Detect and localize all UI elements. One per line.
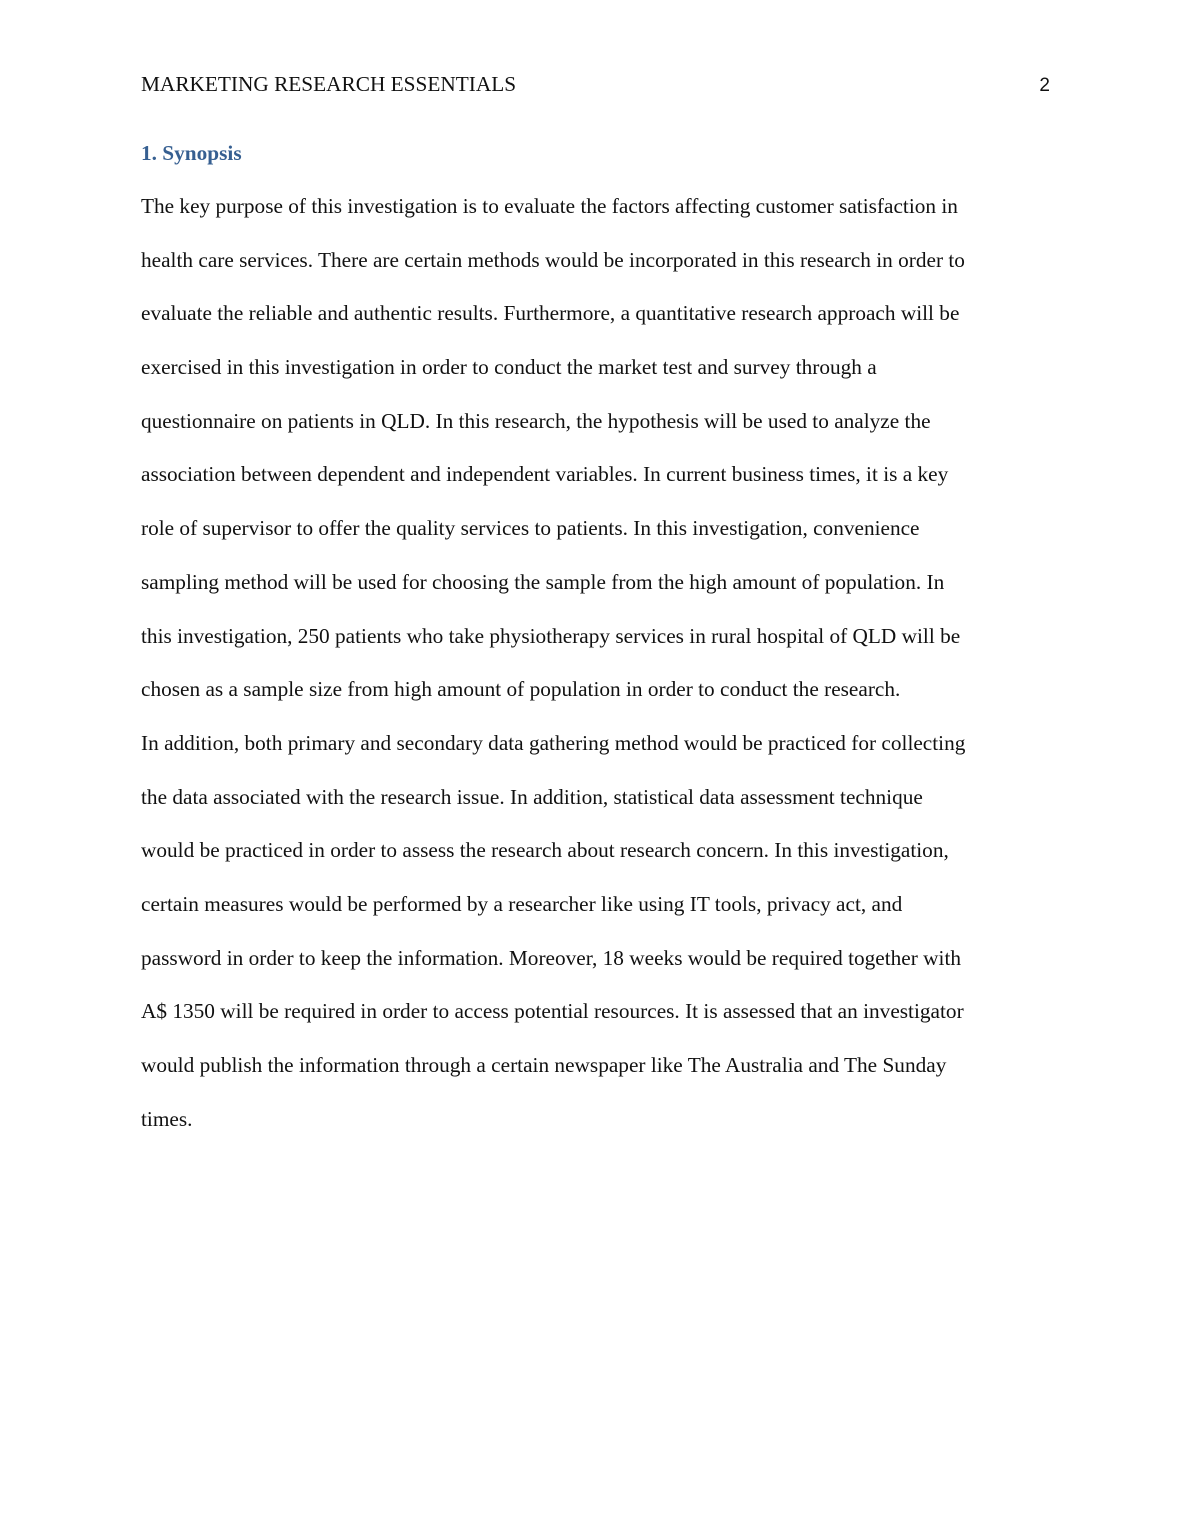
page-number: 2	[1039, 75, 1050, 96]
text-line: exercised in this investigation in order to conduct the market test and survey through a	[141, 355, 877, 380]
text-line: sampling method will be used for choosing the sample from the high amount of population. In	[141, 569, 945, 594]
text-line: password in order to keep the information. Moreover, 18 weeks would be required together with	[141, 945, 962, 970]
text-line: role of supervisor to offer the quality services to patients. In this investigation, convenience	[141, 516, 920, 541]
body-text	[141, 180, 1061, 1146]
text-line: certain measures would be performed by a researcher like using IT tools, privacy act, and	[141, 891, 903, 916]
running-header: MARKETING RESEARCH ESSENTIALS	[141, 72, 517, 96]
text-line: would be practiced in order to assess the research about research concern. In this investigation,	[141, 838, 949, 863]
text-line: this investigation, 250 patients who take physiotherapy services in rural hospital of QLD will be	[141, 623, 961, 648]
text-line: health care services. There are certain methods would be incorporated in this research in order to	[141, 247, 965, 272]
text-line: association between dependent and independent variables. In current business times, it is a key	[141, 462, 949, 487]
text-line: the data associated with the research issue. In addition, statistical data assessment technique	[141, 784, 923, 809]
section-heading: 1. Synopsis	[141, 141, 242, 165]
text-line: questionnaire on patients in QLD. In this research, the hypothesis will be used to analyze the	[141, 408, 931, 433]
text-line: would publish the information through a certain newspaper like The Australia and The Sunday	[141, 1053, 947, 1077]
text-line: A$ 1350 will be required in order to access potential resources. It is assessed that an investigator	[141, 999, 964, 1024]
text-line: In addition, both primary and secondary data gathering method would be practiced for collecting	[141, 730, 966, 755]
text-line: chosen as a sample size from high amount of population in order to conduct the research.	[141, 677, 901, 702]
text-line: The key purpose of this investigation is to evaluate the factors affecting customer satisfaction in	[141, 194, 958, 218]
text-line: evaluate the reliable and authentic results. Furthermore, a quantitative research approach will be	[141, 301, 960, 326]
text-line: times.	[141, 1106, 193, 1131]
